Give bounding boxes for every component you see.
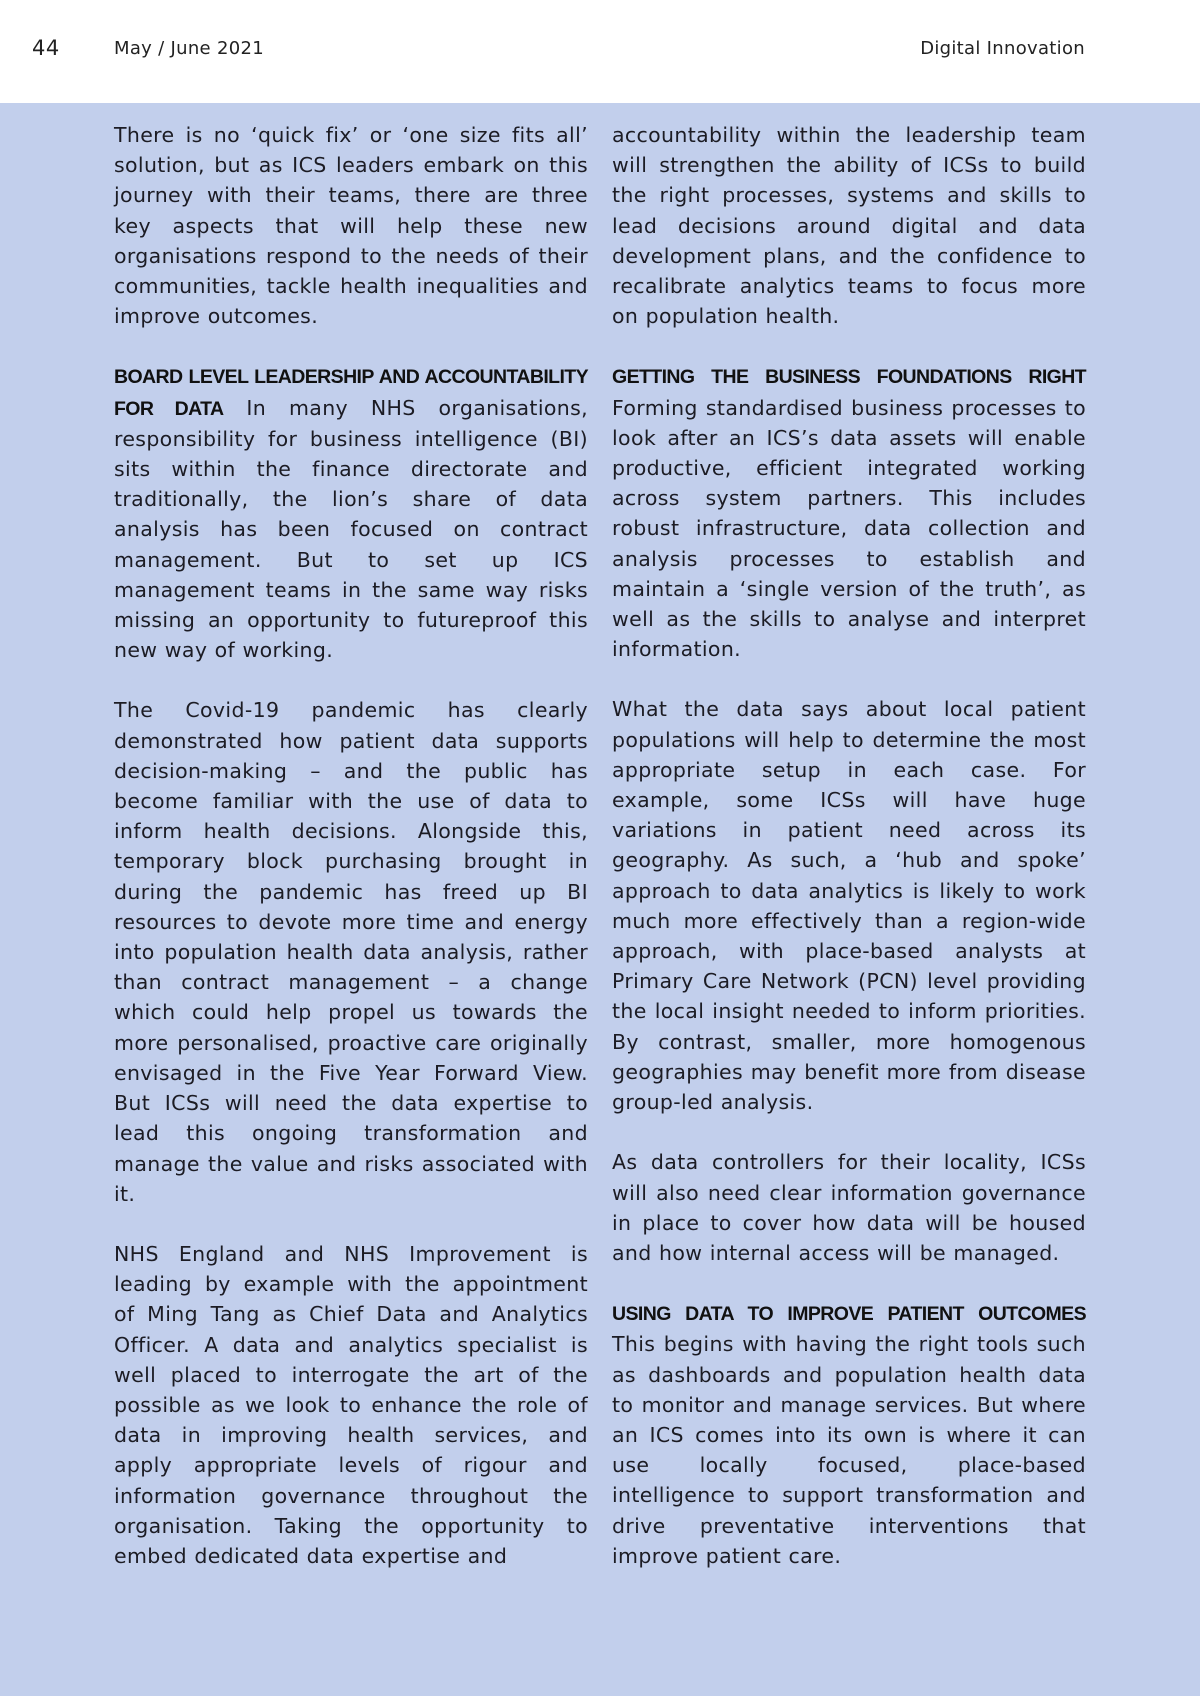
patient-outcomes-heading: USING DATA TO IMPROVE PATIENT OUTCOMES [612,1303,1086,1326]
business-foundations-paragraph [612,361,1086,664]
issue-date: May / June 2021 [114,38,264,59]
page-number: 44 [32,36,60,60]
intro-paragraph: There is no ‘quick fix’ or ‘one size fits all’ solution, but as ICS leaders embark on this journey with their teams, there are three key aspects that will help these new organisations respond to the needs of their communities, tackle health inequalities and improve outcomes. [114,123,588,329]
board-leadership-heading: BOARD LEVEL LEADERSHIP AND ACCOUNTABILITY FOR DATA [114,366,588,420]
nhs-england-paragraph: NHS England and NHS Improvement is leading by example with the appointment of Ming Tang as Chief Data and Analytics Officer. A data and analytics specialist is well placed to interrogate the art of the possible as we look to enhance the role of data in improving health services, and apply appropriate levels of rigour and information governance throughout the organisation. Taking the opportunity to embed dedicated data expertise and [114,1241,588,1568]
business-foundations-text: Forming standardised business processes to look after an ICS’s data assets will enable productive, efficient integrated working across system partners. This includes robust infrastructure, data collection and analysis processes to establish and maintain a ‘single version of the truth’, as well as the skills to analyse and interpret information. [612,395,1086,662]
board-leadership-text: In many NHS organisations, responsibility for business intelligence (BI) sits within the finance directorate and traditionally, the lion’s share of data analysis has been focused on contract management. But to set up ICS management teams in the same way risks missing an opportunity to futureproof this new way of working. [114,395,588,663]
board-leadership-paragraph [114,361,588,665]
left-column [114,120,588,1601]
covid-paragraph: The Covid-19 pandemic has clearly demonstrated how patient data supports decision-making – and the public has become familiar with the use of data to inform health decisions. Alongside this, temporary block purchasing brought in during the pandemic has freed up BI resources to devote more time and energy into population health data analysis, rather than contract management – a change which could help propel us towards the more personalised, proactive care originally envisaged in the Five Year Forward View. But ICSs will need the data expertise to lead this ongoing transformation and manage the value and risks associated with it. [114,698,588,1206]
patient-outcomes-paragraph [612,1298,1086,1571]
business-foundations-heading: GETTING THE BUSINESS FOUNDATIONS RIGHT [612,366,1086,389]
section-title: Digital Innovation [920,38,1085,59]
local-data-paragraph: What the data says about local patient populations will help to determine the most appropriate setup in each case. For example, some ICSs will have huge variations in patient need across its geography. As such, a ‘hub and spoke’ approach to data analytics is likely to work much more effectively than a region-wide approach, with place-based analysts at Primary Care Network (PCN) level providing the local insight needed to inform priorities. By contrast, smaller, more homogenous geographies may benefit more from disease group-led analysis. [612,697,1086,1115]
data-controllers-paragraph: As data controllers for their locality, ICSs will also need clear information governance in place to cover how data will be housed and how internal access will be managed. [612,1150,1086,1265]
patient-outcomes-text: This begins with having the right tools such as dashboards and population health data to monitor and manage services. But where an ICS comes into its own is where it can use locally focused, place-based intelligence to support transformation and drive preventative interventions that improve patient care. [612,1332,1086,1568]
right-column [612,120,1086,1601]
page-header [0,0,1200,103]
continued-paragraph: accountability within the leadership team will strengthen the ability of ICSs to build the right processes, systems and skills to lead decisions around digital and data development plans, and the confidence to recalibrate analytics teams to focus more on population health. [612,123,1086,329]
